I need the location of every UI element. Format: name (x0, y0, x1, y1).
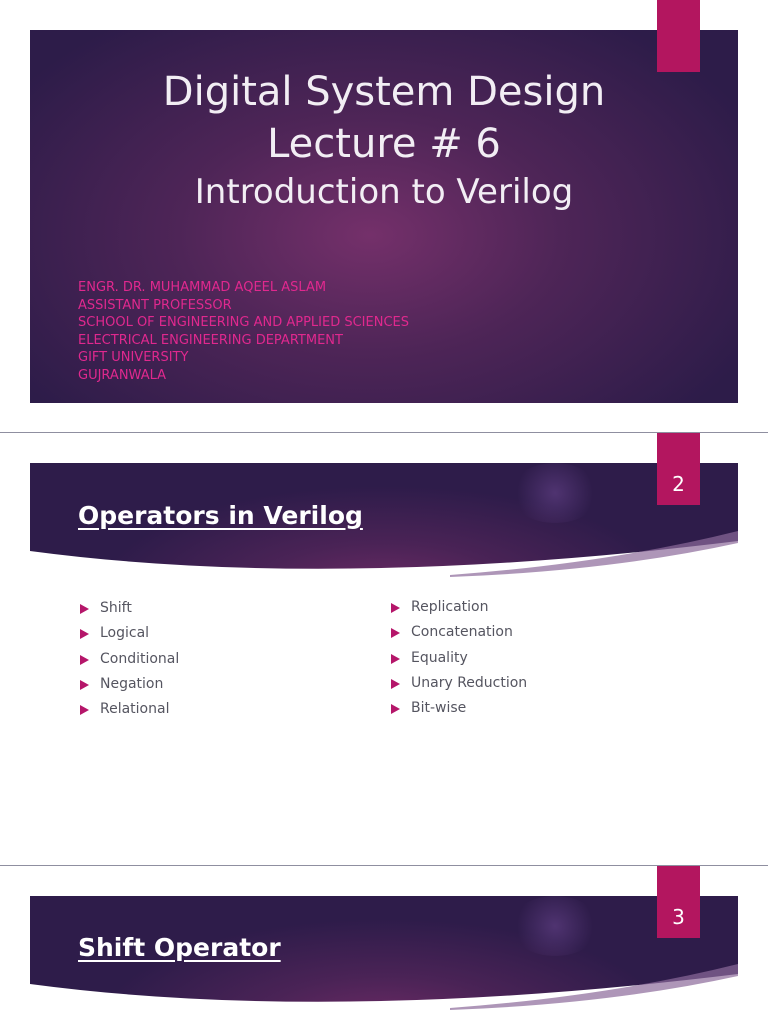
slide-number: 2 (672, 472, 685, 496)
author-city: GUJRANWALA (78, 367, 167, 383)
author-position: ASSISTANT PROFESSOR (78, 297, 232, 313)
list-item: Relational (78, 697, 179, 722)
slide-title: Shift Operator (78, 933, 281, 962)
author-name: ENGR. DR. MUHAMMAD AQEEL ASLAM (78, 280, 327, 295)
lecture-subtitle: Introduction to Verilog (194, 172, 574, 212)
list-item: Logical (78, 621, 179, 646)
list-item: Concatenation (389, 620, 527, 645)
shift-operator-slide (0, 866, 768, 1024)
author-school: SCHOOL OF ENGINEERING AND APPLIED SCIENCES (78, 315, 409, 331)
author-department: ELECTRICAL ENGINEERING DEPARTMENT (78, 332, 343, 348)
lecture-title (0, 66, 768, 170)
list-item: Replication (389, 595, 527, 620)
operators-slide (0, 433, 768, 865)
author-university: GIFT UNIVERSITY (78, 350, 189, 366)
list-item: Equality (389, 646, 527, 671)
list-item: Bit-wise (389, 696, 527, 721)
slide-title: Operators in Verilog (78, 501, 363, 530)
title-slide (0, 0, 768, 432)
bullet-list-left (78, 596, 179, 722)
list-item: Conditional (78, 647, 179, 672)
list-item: Negation (78, 672, 179, 697)
list-item: Shift (78, 596, 179, 621)
slide-number: 3 (672, 905, 685, 929)
bullet-list-right (389, 595, 527, 721)
list-item: Unary Reduction (389, 671, 527, 696)
author-block (78, 279, 409, 385)
title-line-lecture: Lecture # 6 (267, 121, 501, 167)
slide-accent-tab (657, 0, 700, 72)
title-line-course: Digital System Design (162, 69, 606, 115)
